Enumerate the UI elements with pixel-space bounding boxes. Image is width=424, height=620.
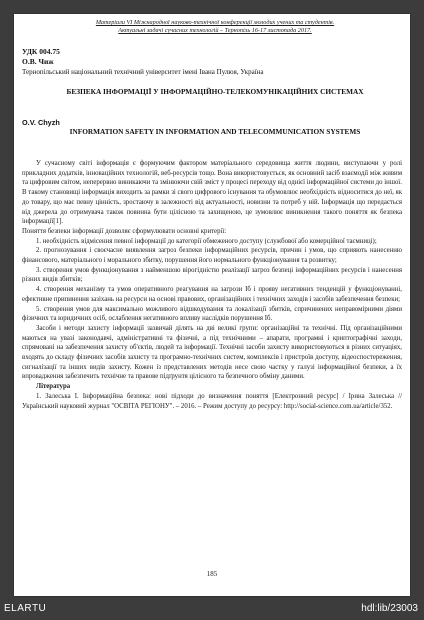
conference-header-line-2: Актуальні задачі сучасних технологій – Тернопіль 16-17 листопада 2017. (118, 27, 312, 34)
criterion-2: 2. прогнозування і своєчасне виявлення загроз безпеки інформаційних ресурсів, причин і умов, що сприяють нанесенню фінансового, матеріального і морального збитку, порушення його нормального функціонування та розвитку; (22, 247, 402, 265)
conference-header-line-1: Матеріали VI Міжнародної науково-технічної конференції молодих учених та студентів. (95, 19, 335, 26)
page-number: 185 (206, 570, 218, 578)
udk-code: УДК 004.75 (22, 47, 60, 56)
reference-1: 1. Залеська І. Інформаційна безпека: нові підходи до визначення поняття [Електронний ресурс] / Ірина Залеська // Український науковий журнал "ОСВІТА РЕГІОНУ". – 2016. – Режим доступу до ресурсу: http://social-science.com.ua/article/352. (22, 392, 402, 410)
criterion-3: 3. створення умов функціонування з найменшою вірогідністю реалізації загроз безпеці інформаційних ресурсів і нанесення різних видів збитків; (22, 266, 402, 284)
criterion-5: 5. створення умов для максимально можливого відшкодування та локалізації збитків, спричинених неправомірними діями фізичних та юридичних осіб, ослаблення негативного впливу наслідків порушення Іб. (22, 305, 402, 323)
repository-label: ELARTU (4, 603, 47, 614)
author-ua: О.В. Чиж (22, 57, 54, 66)
handle-identifier: hdl:lib/23003 (361, 603, 418, 614)
title-ua: БЕЗПЕКА ІНФОРМАЦІЇ У ІНФОРМАЦІЙНО-ТЕЛЕКОМУНІКАЦІЙНИХ СИСТЕМАХ (66, 87, 364, 96)
affiliation: Тернопільський національний технічний університет імені Івана Пулюя, Україна (22, 68, 264, 76)
paragraph-intro: У сучасному світі інформація є формуючим фактором матеріального середовища життя людини, виступаючи у ролі прикладних додатків, інноваційних технологій, веб-ресурсів тощо. Вона використовується, як основний засіб взаємодії між живим та цифровим світом, неперервно виникаючи та змінюючи свій зміст у процесі переходу від однієї інформаційної системи до іншої. В такому становищі інформація виходить за рамки зі свого цифрового існування та обумовлює необхідність відноситися до неї, як до товару, що має певну цінність, зростаючу в залежності від актуальності, новизни та потреб у ній. Інформація що передається від джерела до отримувача також повинна бути цілісною та захищеною, це зумовлює виникнення такого поняття як безпека інформації[1]. (22, 160, 402, 226)
literature-heading: Література (36, 383, 71, 391)
article-body (22, 159, 402, 411)
criterion-1: 1. необхідність відмісення певної інформації до категорії обмеженого доступу (службової або комерційної таємниці); (36, 237, 377, 245)
criterion-4: 4. створення механізму та умов оперативного реагування на загрози Іб і прояву негативних тенденцій у функціонуванні, ефективне припинення зазіхань на ресурси на основі правових, організаційних і технічних заходів і засобів забезпечення безпеки; (22, 286, 402, 303)
document-page (14, 14, 410, 596)
paragraph-methods: Засоби і методи захисту інформації зазвичай ділять на дві великі групи: організаційні та технічні. Під організаційними маються на увазі законодавчі, адміністративні та фізичні, а під технічними – апарати, програмні і криптографічні заходи, спрямовані на забезпечення захисту об'єктів, людей та інформації. Технічні засоби захисту використовуються в різних ситуаціях, входять до складу фізичних засобів захисту та програмно-технічних систем, комплексів і пристроїв доступу, відеоспостереження, сигналізації та інших видів захисту. Кожен із представлених методів несе свою частку у галузі інформаційної безпеки, а їх впровадження забезпечить технічне та правове підґрунтя цілісного та безпечного обміну даними. (22, 324, 402, 381)
author-en: O.V. Chyzh (22, 118, 60, 127)
title-en: INFORMATION SAFETY IN INFORMATION AND TELECOMMUNICATION SYSTEMS (69, 127, 361, 136)
paragraph-criteria-lead: Поняття безпеки інформації дозволяє сформулювати основні критерії: (22, 227, 227, 235)
